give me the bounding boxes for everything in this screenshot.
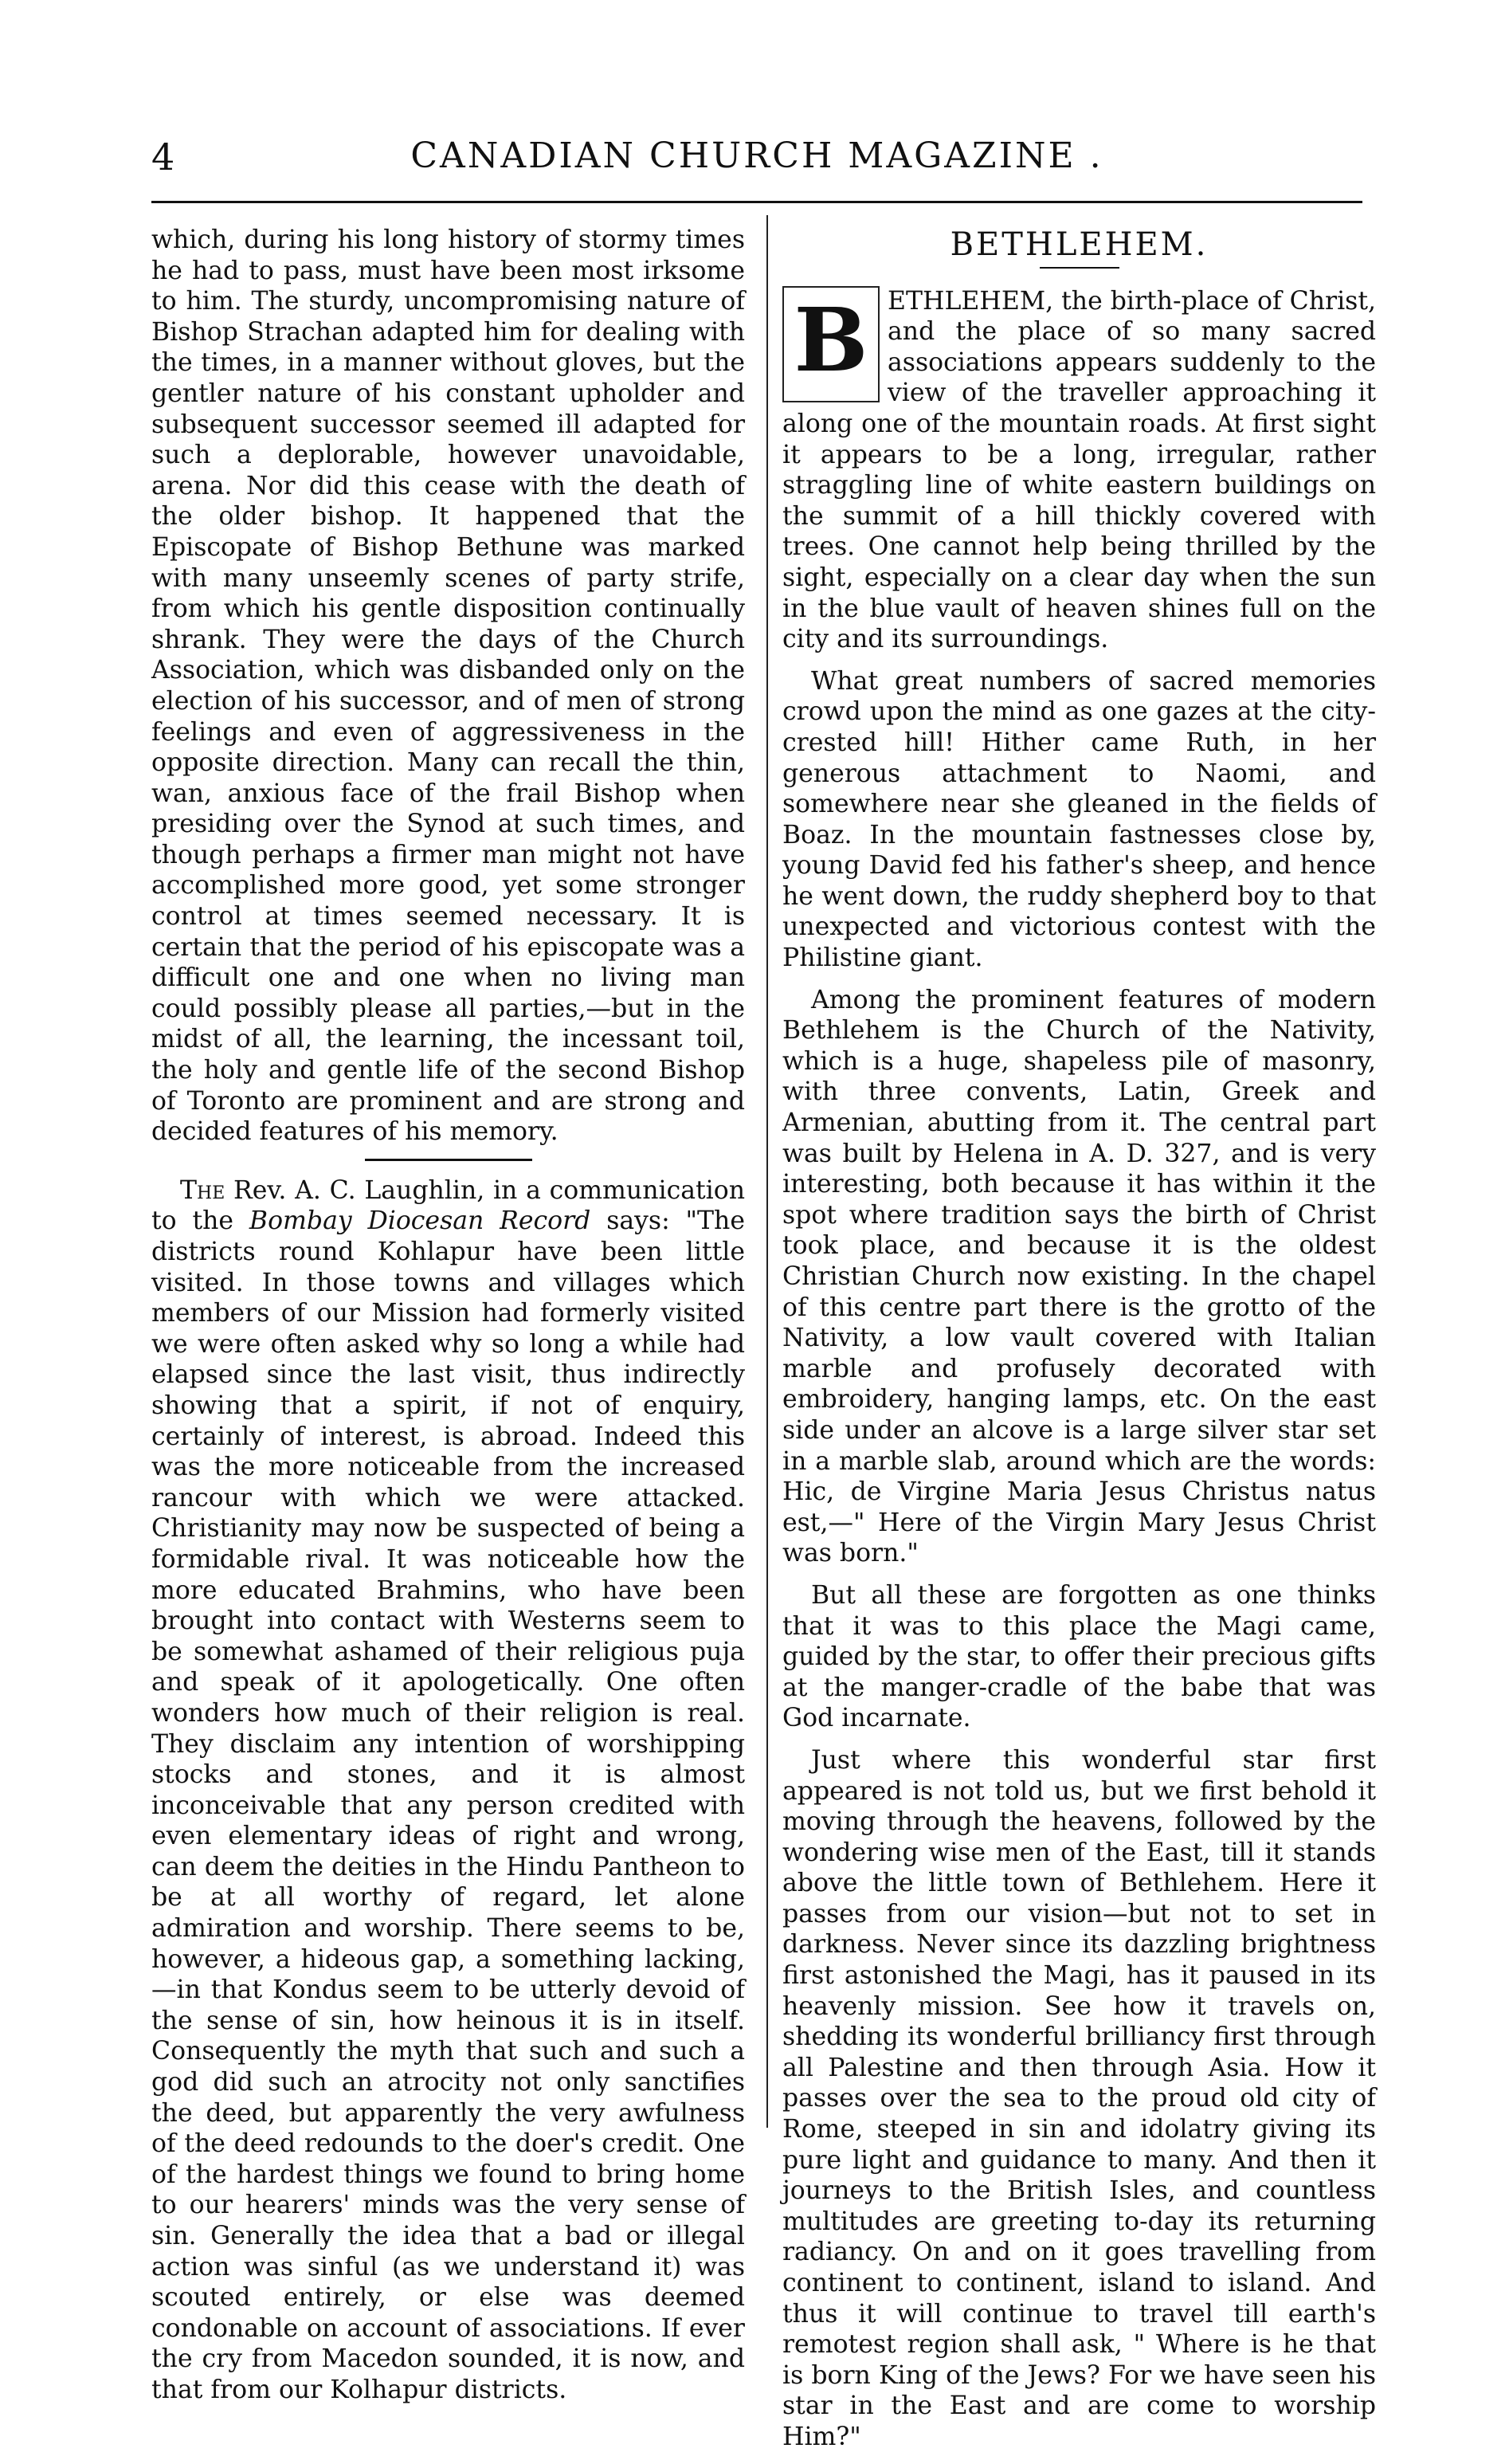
page-header bbox=[151, 135, 1362, 191]
dropcap-ornament bbox=[782, 286, 880, 402]
right-paragraph-2: What great numbers of sacred memories crowd upon the mind as one gazes at the city-crested hill! Hither came Ruth, in her generous attachment to Naomi, and somewhere near she gleaned in the fields of Boaz. In the mountain fastnesses close by, young David fed his father's sheep, and hence he went down, the ruddy shepherd boy to that unexpected and victorious contest with the Philistine giant. bbox=[782, 666, 1376, 973]
left-paragraph-2 bbox=[151, 1175, 745, 2406]
header-rule bbox=[151, 201, 1362, 203]
title-rule bbox=[1040, 267, 1119, 269]
right-paragraph-1 bbox=[782, 286, 1376, 655]
right-paragraph-4: But all these are forgotten as one thinks that it was to this place the Magi came, guided by the star, to offer their precious gifts at the manger-cradle of the babe that was God incarnate. bbox=[782, 1580, 1376, 1733]
section-rule bbox=[365, 1159, 532, 1161]
publication-title: Bombay Diocesan Record bbox=[249, 1206, 591, 1236]
left-paragraph-2-part-a: Rev. A. C. Laughlin, in a communication to the bbox=[151, 1175, 745, 1236]
page-number: 4 bbox=[151, 135, 175, 179]
dropcap-letter: B bbox=[794, 288, 868, 391]
right-paragraph-3: Among the prominent features of modern Bethlehem is the Church of the Nativity, which is a huge, shapeless pile of masonry, with three convents, Latin, Greek and Armenian, abutting from it. The central part was built by Helena in A. D. 327, and is very interesting, both because it has within it the spot where tradition says the birth of Christ took place, and because it is the oldest Christian Church now existing. In the chapel of this centre part there is the grotto of the Nativity, a low vault covered with Italian marble and profusely decorated with embroidery, hanging lamps, etc. On the east side under an alcove is a large silver star set in a marble slab, around which are the words: Hic, de Virgine Maria Jesus Christus natus est,—" Here of the Virgin Mary Jesus Christ was born." bbox=[782, 985, 1376, 1568]
right-paragraph-5: Just where this wonderful star first appeared is not told us, but we first behold it moving through the heavens, followed by the wondering wise men of the East, till it stands above the little town of Bethlehem. Here it passes from our vision—but not to set in darkness. Never since its dazzling brightness first astonished the Magi, has it paused in its heavenly mission. See how it travels on, shedding its wonderful brilliancy first through all Palestine and then through Asia. How it passes over the sea to the proud old city of Rome, steeped in sin and idolatry giving its pure light and guidance to many. And then it journeys to the British Isles, and countless multitudes are greeting to-day its returning radiancy. On and on it goes travelling from continent to continent, island to island. And thus it will continue to travel till earth's remotest region shall ask, " Where is he that is born King of the Jews? For we have seen his star in the East and are come to worship Him?" bbox=[782, 1745, 1376, 2451]
left-paragraph-2-part-b: says: "The districts round Kohlapur have been little visited. In those towns and villages which members of our Mission had formerly visited we were often asked why so long a while had elapsed since the last visit, thus indirectly showing that a spirit, if not of enquiry, certainly of interest, is abroad. Indeed this was the more noticeable from the increased rancour with which we were attacked. Christianity may now be suspected of being a formidable rival. It was noticeable how the more educated Brahmins, who have been brought into contact with Westerns seem to be somewhat ashamed of their religious puja and speak of it apologetically. One often wonders how much of their religion is real. They disclaim any intention of worshipping stocks and stones, and it is almost inconceivable that any person credited with even elementary ideas of right and wrong, can deem the deities in the Hindu Pantheon to be at all worthy of regard, let alone admiration and worship. There seems to be, however, a hideous gap, a something lacking,—in that Kondus seem to be utterly devoid of the sense of sin, how heinous it is in itself. Consequently the myth that such and such a god did such an atrocity not only sanctifies the deed, but apparently the very awfulness of the deed redounds to the doer's credit. One of the hardest things we found to bring home to our hearers' minds was the very sense of sin. Generally the idea that a bad or illegal action was sinful (as we understand it) was scouted entirely, or else was deemed condonable on account of associations. If ever the cry from Macedon sounded, it is now, and that from our Kolhapur districts. bbox=[151, 1206, 745, 2404]
right-paragraph-1-text: ETHLEHEM, the birth-place of Christ, and the place of so many sacred associations appears suddenly to the view of the traveller approaching it along one of the mountain roads. At first sight it appears to be a long, irregular, rather straggling line of white eastern buildings on the summit of a hill thickly covered with trees. One cannot help being thrilled by the sight, especially on a clear day when the sun in the blue vault of heaven shines full on the city and its surroundings. bbox=[782, 286, 1376, 654]
right-column bbox=[782, 225, 1376, 2464]
left-column bbox=[151, 225, 745, 2417]
left-paragraph-1: which, during his long history of stormy times he had to pass, must have been most irksome to him. The sturdy, uncompromising nature of Bishop Strachan adapted him for dealing with the times, in a manner without gloves, but the gentler nature of his constant upholder and subsequent successor seemed ill adapted for such a deplorable, however unavoidable, arena. Nor did this cease with the death of the older bishop. It happened that the Episcopate of Bishop Bethune was marked with many unseemly scenes of party strife, from which his gentle disposition continually shrank. They were the days of the Church Association, which was disbanded only on the election of his successor, and of men of strong feelings and even of aggressiveness in the opposite direction. Many can recall the thin, wan, anxious face of the frail Bishop when presiding over the Synod at such times, and though perhaps a firmer man might not have accomplished more good, yet some stronger control at times seemed necessary. It is certain that the period of his episcopate was a difficult one and one when no living man could possibly please all parties,—but in the midst of all, the learning, the incessant toil, the holy and gentle life of the second Bishop of Toronto are prominent and are strong and decided features of his memory. bbox=[151, 226, 745, 1147]
column-divider bbox=[766, 215, 768, 2128]
running-head: CANADIAN CHURCH MAGAZINE . bbox=[410, 135, 1103, 176]
article-title: BETHLEHEM. bbox=[950, 226, 1209, 263]
paragraph-lead-word: The bbox=[180, 1175, 225, 1205]
